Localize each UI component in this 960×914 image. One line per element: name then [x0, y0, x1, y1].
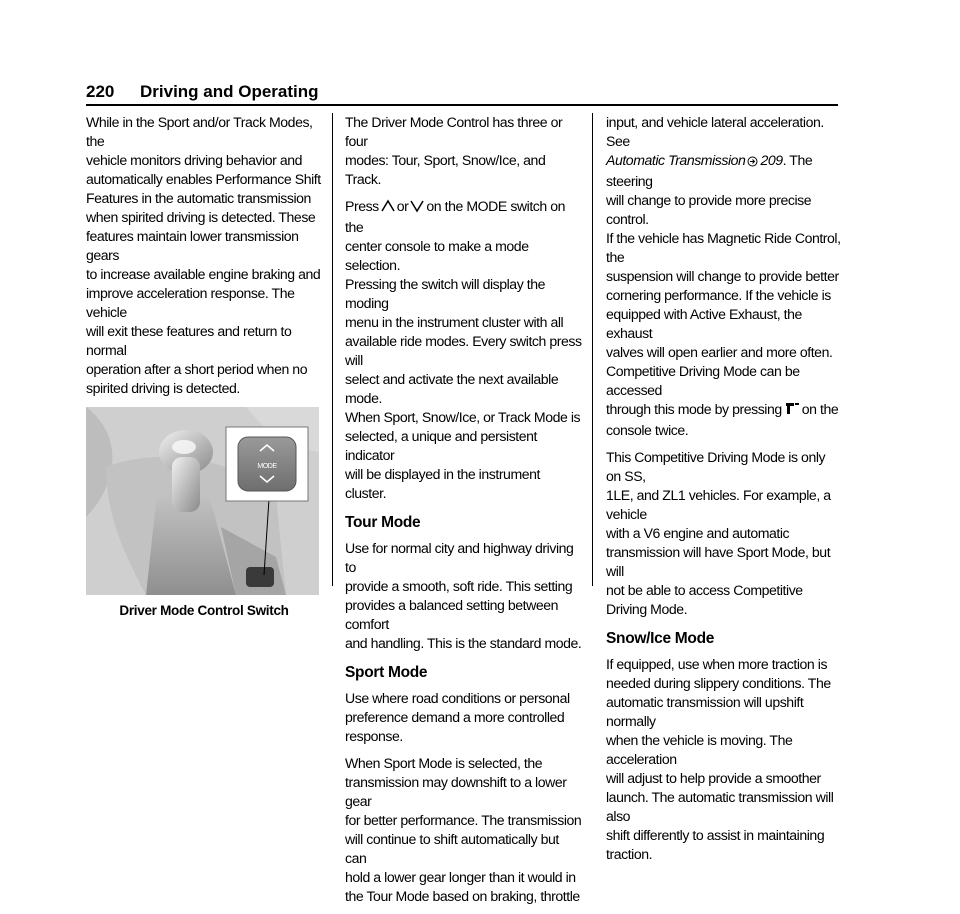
- text-run: through this mode by pressing: [606, 401, 782, 417]
- column-divider: [592, 113, 593, 586]
- page-reference[interactable]: 209: [760, 152, 783, 168]
- paragraph: The Driver Mode Control has three or four modes: Tour, Sport, Snow/Ice, and Track.: [345, 114, 563, 187]
- press-text: Press: [345, 198, 379, 214]
- text-run: on the: [801, 401, 839, 417]
- paragraph: When Sport Mode is selected, the transmission may downshift to a lower gear for better performance. The transmission will continue to shift automatically but can hold a lower gear longer than it would in the Tour Mode based on braking, throttle: [345, 755, 582, 904]
- heading-snow-ice-mode: Snow/Ice Mode: [606, 630, 715, 647]
- page-reference-arrow-icon: [747, 153, 758, 172]
- driver-mode-switch-figure: [86, 407, 319, 595]
- heading-tour-mode: Tour Mode: [345, 514, 421, 531]
- paragraph: Use for normal city and highway driving to provide a smooth, soft ride. This setting provides a balanced setting between comfort and handling. This is the standard mode.: [345, 540, 582, 651]
- text-run: will change to provide more precise control. If the vehicle has Magnetic Ride Control, the suspension will change to provide better cornering performance. If the vehicle is equipped with Active Exhaust, the exhaust valves will open earlier and more often. Competitive Driving Mode can be accessed: [606, 192, 841, 398]
- paragraph-rest: center console to make a mode selection. Pressing the switch will display the moding menu in the instrument cluster with all available ride modes. Every switch press will select and activate the next available mode. When Sport, Snow/Ice, or Track Mode is selected, a unique and persistent indicator will be displayed in the instrument cluster.: [345, 238, 582, 501]
- or-text: or: [396, 198, 409, 214]
- console-illustration: [86, 407, 319, 595]
- competitive-mode-icon: [784, 400, 800, 421]
- page-number: 220: [86, 82, 115, 101]
- paragraph: This Competitive Driving Mode is only on SS, 1LE, and ZL1 vehicles. For example, a vehicle with a V6 engine and automatic transmission will have Sport Mode, but will not be able to access Competitive Driving Mode.: [606, 449, 831, 617]
- cross-reference-link[interactable]: Automatic Transmission: [606, 152, 746, 168]
- paragraph: [345, 197, 583, 503]
- chevron-down-icon: [410, 199, 424, 218]
- chevron-up-icon: [381, 199, 395, 218]
- column-2: [345, 113, 583, 914]
- paragraph: [606, 113, 842, 440]
- column-divider: [332, 113, 333, 586]
- paragraph: While in the Sport and/or Track Modes, the vehicle monitors driving behavior and automatically enables Performance Shift Features in the automatic transmission when spirited driving is detected. These features maintain lower transmission gears to increase available engine braking and improve acceleration response. The vehicle will exit these features and return to normal operation after a short period when no spirited driving is detected.: [86, 114, 321, 396]
- text-run: . The steering: [606, 152, 813, 189]
- section-title: Driving and Operating: [140, 82, 319, 101]
- text-run: input, and vehicle lateral acceleration. See: [606, 114, 824, 149]
- mode-label: MODE: [257, 463, 277, 470]
- text-run: console twice.: [606, 422, 689, 438]
- column-3: [606, 113, 842, 872]
- page-header: [86, 82, 838, 108]
- paragraph: If equipped, use when more traction is needed during slippery conditions. The automatic transmission will upshift normally when the vehicle is moving. The acceleration will adjust to help provide a smoother launch. The automatic transmission will also shift differently to assist in maintaining traction.: [606, 656, 834, 862]
- column-1: [86, 113, 322, 620]
- header-rule: [86, 104, 838, 106]
- heading-sport-mode: Sport Mode: [345, 664, 428, 681]
- paragraph-continuation: on the MODE switch on the: [345, 198, 566, 235]
- paragraph: Use where road conditions or personal preference demand a more controlled response.: [345, 690, 570, 744]
- figure-caption: Driver Mode Control Switch: [119, 603, 289, 618]
